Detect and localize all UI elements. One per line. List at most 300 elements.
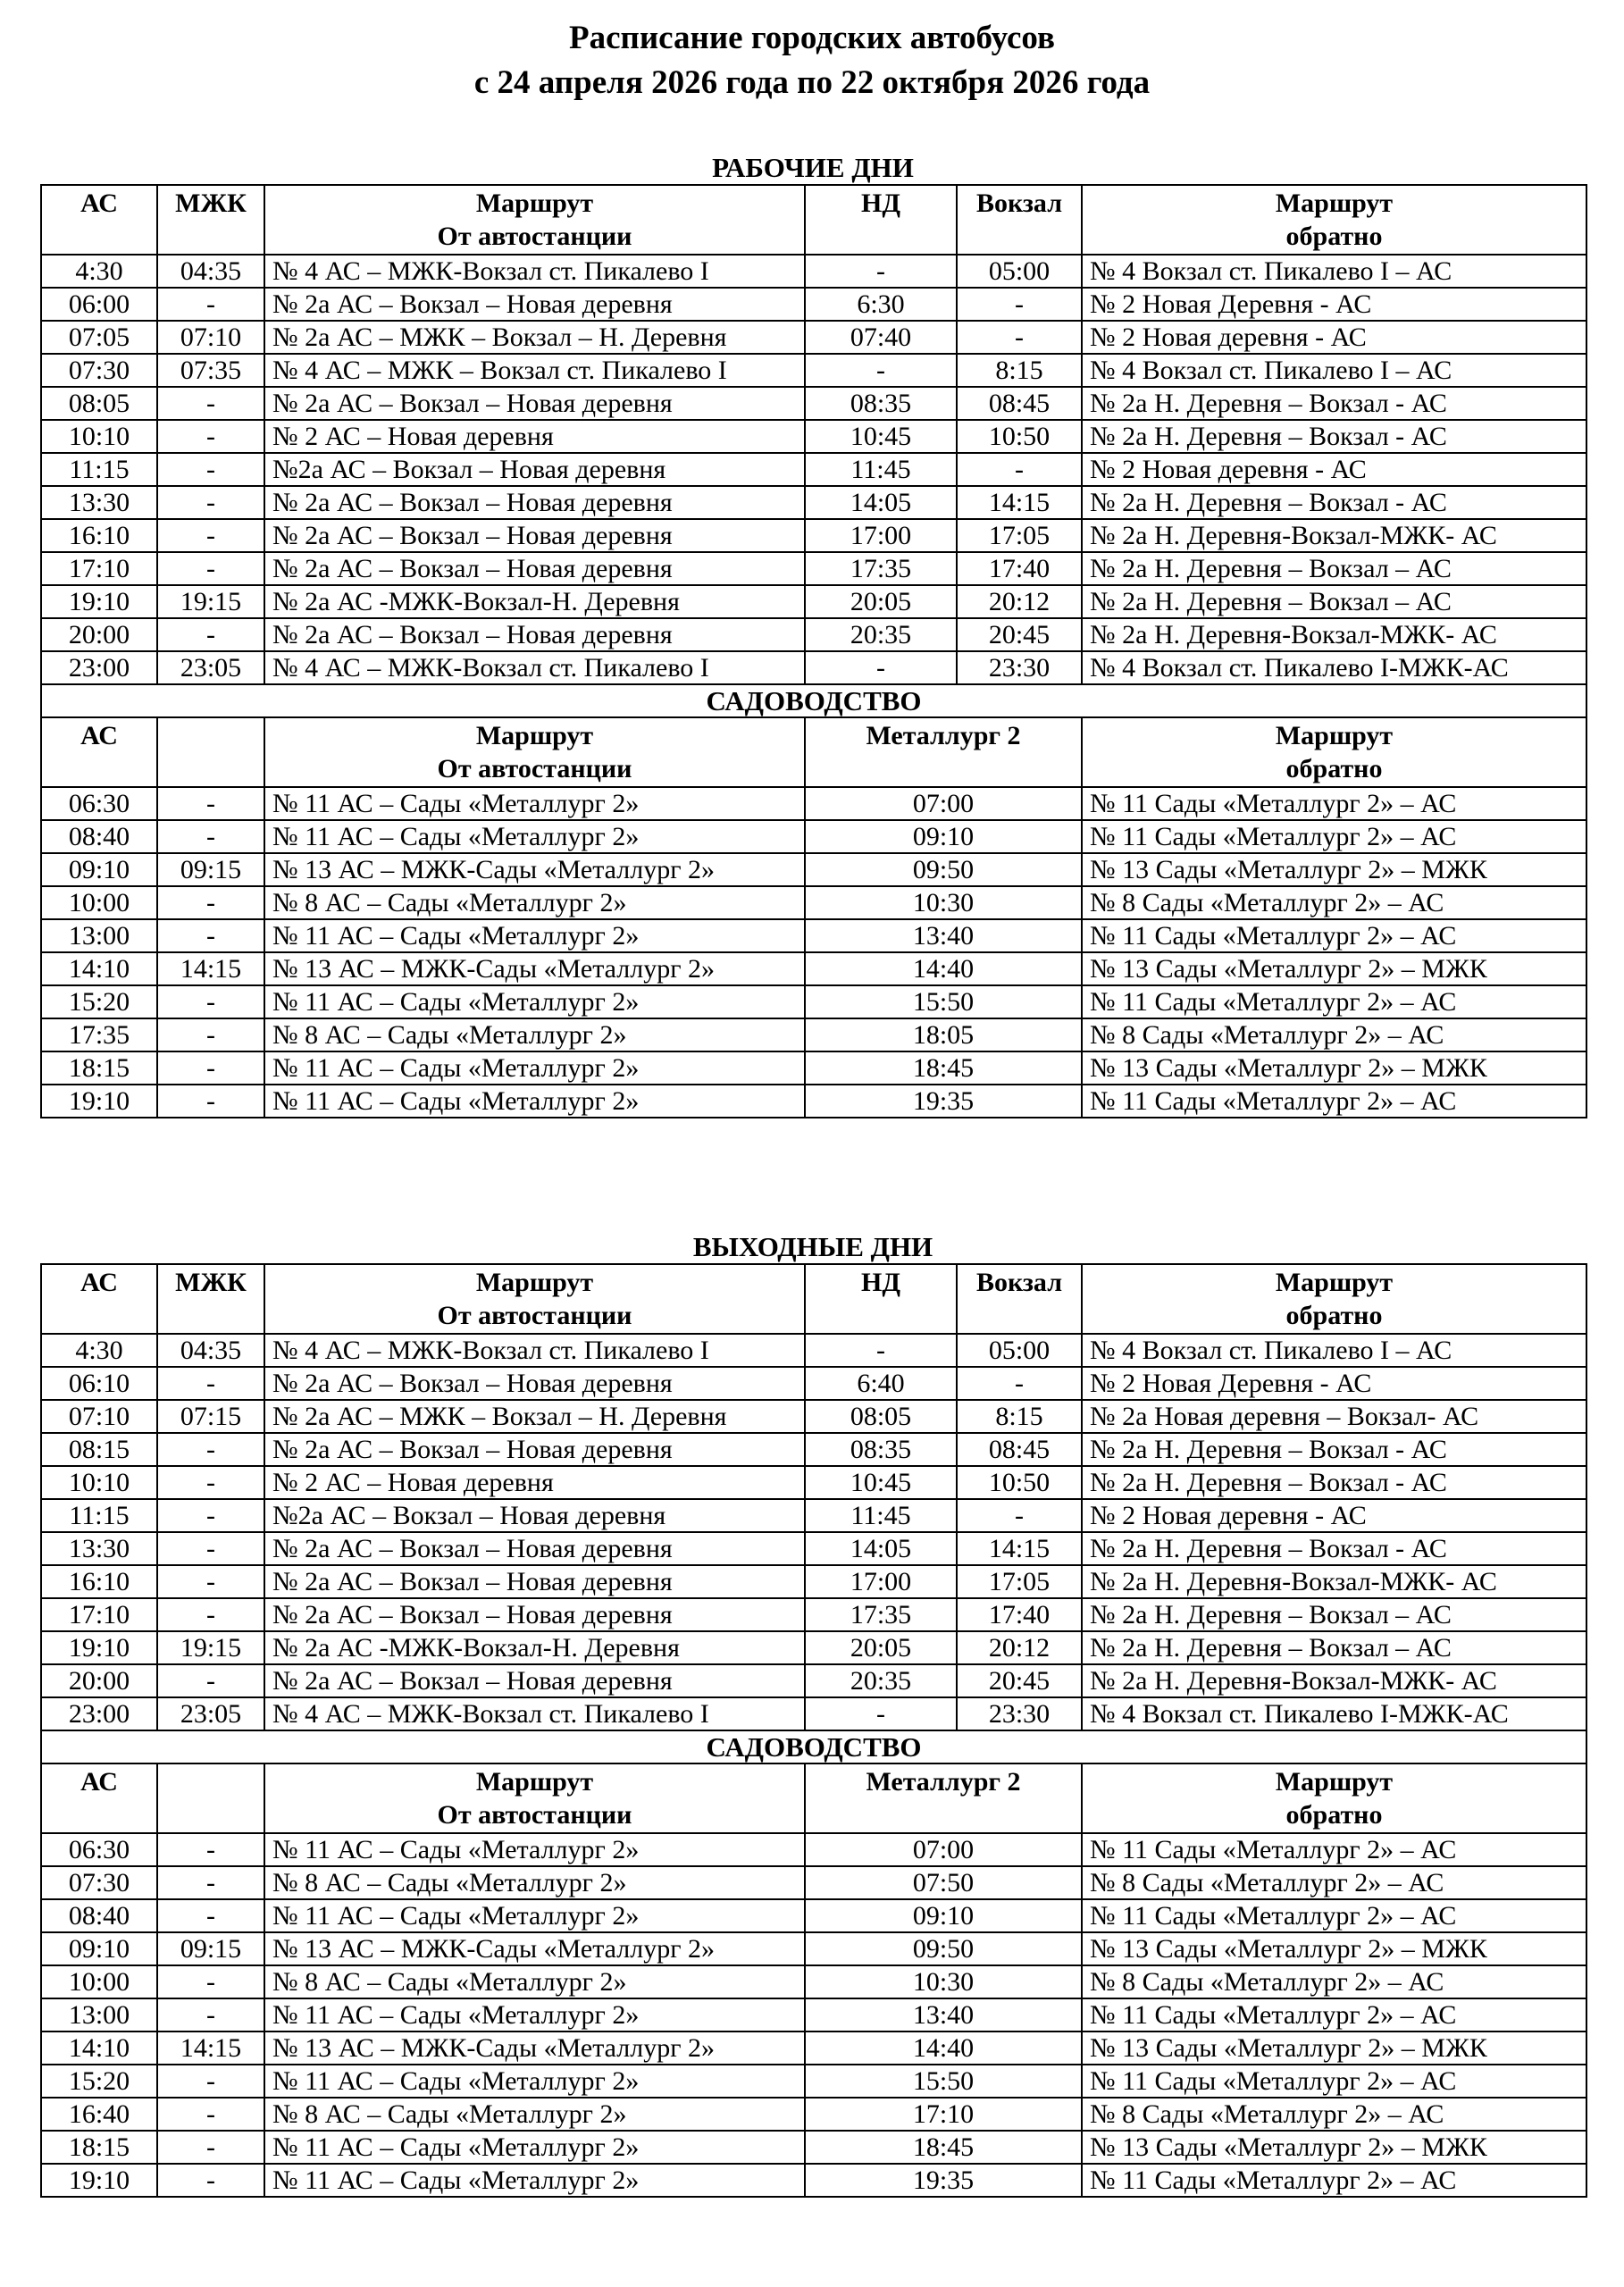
garden-row <box>41 952 1586 985</box>
cell-back: № 11 Сады «Металлург 2» – АС <box>1082 2065 1586 2098</box>
cell-back: № 2а Н. Деревня – Вокзал - АС <box>1082 387 1586 420</box>
cell-nd: 17:35 <box>805 1598 957 1631</box>
cell-back: № 8 Сады «Металлург 2» – АС <box>1082 886 1586 919</box>
cell-back: № 8 Сады «Металлург 2» – АС <box>1082 1018 1586 1051</box>
cell-ac: 06:30 <box>41 787 157 820</box>
cell-ac: 07:05 <box>41 321 157 354</box>
cell-back: № 13 Сады «Металлург 2» – МЖК <box>1082 2031 1586 2065</box>
cell-mzhk: - <box>157 1866 264 1899</box>
cell-route: № 13 АС – МЖК-Сады «Металлург 2» <box>264 952 805 985</box>
cell-ac: 15:20 <box>41 985 157 1018</box>
cell-route: № 2а АС – Вокзал – Новая деревня <box>264 1565 805 1598</box>
garden-row <box>41 1932 1586 1965</box>
cell-ac: 10:00 <box>41 886 157 919</box>
cell-route: № 2а АС – Вокзал – Новая деревня <box>264 1433 805 1466</box>
table-row <box>41 1466 1586 1499</box>
garden-header-back-line-1: Маршрут <box>1275 1767 1394 1797</box>
cell-vokzal: - <box>957 288 1082 321</box>
cell-mzhk: - <box>157 787 264 820</box>
garden-row <box>41 919 1586 952</box>
table-row <box>41 519 1586 552</box>
cell-back: № 2а Н. Деревня – Вокзал – АС <box>1082 552 1586 585</box>
cell-mzhk: 09:15 <box>157 853 264 886</box>
cell-nd: 20:05 <box>805 1631 957 1664</box>
cell-vokzal: 17:40 <box>957 1598 1082 1631</box>
section-title-weekends: ВЫХОДНЫЕ ДНИ <box>692 1231 933 1262</box>
cell-stop: 09:50 <box>805 1932 1082 1965</box>
cell-back: № 13 Сады «Металлург 2» – МЖК <box>1082 853 1586 886</box>
header-route-line-2: От автостанции <box>437 222 632 251</box>
cell-mzhk: 23:05 <box>157 1697 264 1730</box>
cell-vokzal: 17:05 <box>957 519 1082 552</box>
garden-header-row <box>41 717 1586 787</box>
schedule-table-weekends <box>40 1263 1587 2198</box>
cell-back: № 2 Новая деревня - АС <box>1082 321 1586 354</box>
cell-route: № 2а АС – МЖК – Вокзал – Н. Деревня <box>264 1400 805 1433</box>
cell-back: № 2а Н. Деревня-Вокзал-МЖК- АС <box>1082 1565 1586 1598</box>
cell-ac: 17:10 <box>41 552 157 585</box>
table-row <box>41 387 1586 420</box>
cell-stop: 07:00 <box>805 787 1082 820</box>
cell-route: № 11 АС – Сады «Металлург 2» <box>264 1833 805 1866</box>
cell-nd: - <box>805 255 957 288</box>
cell-route: № 11 АС – Сады «Металлург 2» <box>264 820 805 853</box>
cell-mzhk: - <box>157 1664 264 1697</box>
title-line-2: с 24 апреля 2026 года по 22 октября 2026 года <box>473 64 1151 101</box>
cell-mzhk: - <box>157 453 264 486</box>
cell-mzhk: - <box>157 1998 264 2031</box>
cell-mzhk: - <box>157 420 264 453</box>
cell-vokzal: - <box>957 1499 1082 1532</box>
garden-header-ac: АС <box>41 1763 157 1833</box>
cell-ac: 06:30 <box>41 1833 157 1866</box>
table-row <box>41 651 1586 684</box>
table-row <box>41 552 1586 585</box>
cell-ac: 13:30 <box>41 486 157 519</box>
cell-route: № 11 АС – Сады «Металлург 2» <box>264 787 805 820</box>
cell-back: № 4 Вокзал ст. Пикалево I-МЖК-АС <box>1082 651 1586 684</box>
garden-header-back-line-2: обратно <box>1285 1800 1383 1830</box>
cell-ac: 19:10 <box>41 1085 157 1118</box>
cell-mzhk: - <box>157 886 264 919</box>
cell-route: № 2а АС -МЖК-Вокзал-Н. Деревня <box>264 585 805 618</box>
cell-route: № 2 АС – Новая деревня <box>264 420 805 453</box>
cell-route: № 11 АС – Сады «Металлург 2» <box>264 1998 805 2031</box>
cell-back: № 11 Сады «Металлург 2» – АС <box>1082 787 1586 820</box>
cell-nd: 07:40 <box>805 321 957 354</box>
table-row <box>41 1598 1586 1631</box>
cell-ac: 16:10 <box>41 1565 157 1598</box>
cell-ac: 14:10 <box>41 2031 157 2065</box>
cell-back: № 11 Сады «Металлург 2» – АС <box>1082 1833 1586 1866</box>
cell-route: № 2а АС – Вокзал – Новая деревня <box>264 618 805 651</box>
cell-stop: 07:50 <box>805 1866 1082 1899</box>
cell-route: № 13 АС – МЖК-Сады «Металлург 2» <box>264 2031 805 2065</box>
cell-back: № 11 Сады «Металлург 2» – АС <box>1082 2164 1586 2197</box>
cell-ac: 10:00 <box>41 1965 157 1998</box>
cell-route: № 8 АС – Сады «Металлург 2» <box>264 1018 805 1051</box>
cell-nd: 08:35 <box>805 1433 957 1466</box>
cell-vokzal: 08:45 <box>957 387 1082 420</box>
cell-vokzal: 8:15 <box>957 354 1082 387</box>
cell-ac: 08:40 <box>41 820 157 853</box>
table-row <box>41 1565 1586 1598</box>
cell-route: № 2а АС – Вокзал – Новая деревня <box>264 486 805 519</box>
cell-nd: 17:00 <box>805 519 957 552</box>
table-row <box>41 1532 1586 1565</box>
cell-mzhk: - <box>157 519 264 552</box>
cell-mzhk: 14:15 <box>157 2031 264 2065</box>
cell-ac: 13:30 <box>41 1532 157 1565</box>
cell-back: № 2а Н. Деревня – Вокзал - АС <box>1082 420 1586 453</box>
cell-vokzal: 10:50 <box>957 1466 1082 1499</box>
garden-row <box>41 1018 1586 1051</box>
page-title <box>0 16 1624 105</box>
table-row <box>41 1367 1586 1400</box>
cell-vokzal: 17:40 <box>957 552 1082 585</box>
cell-ac: 4:30 <box>41 1334 157 1367</box>
cell-ac: 17:10 <box>41 1598 157 1631</box>
cell-nd: 17:35 <box>805 552 957 585</box>
cell-route: № 8 АС – Сады «Металлург 2» <box>264 886 805 919</box>
cell-mzhk: - <box>157 820 264 853</box>
table-row <box>41 486 1586 519</box>
cell-nd: 10:45 <box>805 420 957 453</box>
cell-mzhk: - <box>157 1499 264 1532</box>
cell-nd: 11:45 <box>805 1499 957 1532</box>
cell-stop: 15:50 <box>805 985 1082 1018</box>
table-row <box>41 288 1586 321</box>
cell-route: № 8 АС – Сады «Металлург 2» <box>264 2098 805 2131</box>
cell-stop: 10:30 <box>805 1965 1082 1998</box>
cell-back: № 2а Н. Деревня – Вокзал – АС <box>1082 1598 1586 1631</box>
cell-mzhk: - <box>157 1532 264 1565</box>
cell-back: № 2а Н. Деревня – Вокзал - АС <box>1082 1433 1586 1466</box>
header-route-line-2: От автостанции <box>437 1301 632 1330</box>
cell-ac: 06:10 <box>41 1367 157 1400</box>
cell-route: № 11 АС – Сады «Металлург 2» <box>264 2131 805 2164</box>
cell-route: № 8 АС – Сады «Металлург 2» <box>264 1866 805 1899</box>
cell-stop: 13:40 <box>805 919 1082 952</box>
cell-route: № 2а АС – Вокзал – Новая деревня <box>264 1598 805 1631</box>
garden-header-route <box>264 717 805 787</box>
cell-mzhk: - <box>157 985 264 1018</box>
garden-header-ac: АС <box>41 717 157 787</box>
cell-route: № 11 АС – Сады «Металлург 2» <box>264 1899 805 1932</box>
table-header-row <box>41 1264 1586 1334</box>
cell-ac: 09:10 <box>41 1932 157 1965</box>
cell-vokzal: 23:30 <box>957 651 1082 684</box>
header-route <box>264 185 805 255</box>
cell-mzhk: 09:15 <box>157 1932 264 1965</box>
cell-mzhk: - <box>157 2065 264 2098</box>
cell-route: № 2а АС – МЖК – Вокзал – Н. Деревня <box>264 321 805 354</box>
garden-row <box>41 2031 1586 2065</box>
cell-back: № 11 Сады «Металлург 2» – АС <box>1082 985 1586 1018</box>
cell-mzhk: - <box>157 919 264 952</box>
cell-mzhk: 04:35 <box>157 1334 264 1367</box>
cell-ac: 09:10 <box>41 853 157 886</box>
garden-title-row <box>41 684 1586 717</box>
garden-header-empty <box>157 1763 264 1833</box>
cell-route: № 4 АС – МЖК-Вокзал ст. Пикалево I <box>264 1697 805 1730</box>
garden-header-route-line-1: Маршрут <box>475 721 594 750</box>
header-vokzal: Вокзал <box>957 1264 1082 1334</box>
cell-stop: 14:40 <box>805 2031 1082 2065</box>
cell-route: № 8 АС – Сады «Металлург 2» <box>264 1965 805 1998</box>
cell-back: № 11 Сады «Металлург 2» – АС <box>1082 1899 1586 1932</box>
cell-route: № 4 АС – МЖК-Вокзал ст. Пикалево I <box>264 651 805 684</box>
header-mzhk: МЖК <box>157 185 264 255</box>
cell-ac: 17:35 <box>41 1018 157 1051</box>
table-row <box>41 1400 1586 1433</box>
cell-stop: 07:00 <box>805 1833 1082 1866</box>
cell-back: № 4 Вокзал ст. Пикалево I-МЖК-АС <box>1082 1697 1586 1730</box>
cell-vokzal: 20:12 <box>957 1631 1082 1664</box>
cell-vokzal: 17:05 <box>957 1565 1082 1598</box>
cell-ac: 11:15 <box>41 1499 157 1532</box>
cell-mzhk: 19:15 <box>157 585 264 618</box>
cell-mzhk: 14:15 <box>157 952 264 985</box>
cell-ac: 19:10 <box>41 1631 157 1664</box>
cell-route: №2а АС – Вокзал – Новая деревня <box>264 453 805 486</box>
table-row <box>41 1664 1586 1697</box>
cell-nd: - <box>805 651 957 684</box>
cell-mzhk: - <box>157 288 264 321</box>
cell-ac: 08:05 <box>41 387 157 420</box>
cell-vokzal: 10:50 <box>957 420 1082 453</box>
cell-stop: 19:35 <box>805 1085 1082 1118</box>
cell-mzhk: - <box>157 1833 264 1866</box>
table-row <box>41 354 1586 387</box>
cell-route: № 11 АС – Сады «Металлург 2» <box>264 1085 805 1118</box>
cell-ac: 19:10 <box>41 585 157 618</box>
cell-back: № 8 Сады «Металлург 2» – АС <box>1082 1866 1586 1899</box>
table-row <box>41 1334 1586 1367</box>
garden-title-row <box>41 1730 1586 1763</box>
section-title-workdays: РАБОЧИЕ ДНИ <box>712 152 914 183</box>
cell-stop: 19:35 <box>805 2164 1082 2197</box>
header-back-line-2: обратно <box>1285 1301 1383 1330</box>
garden-header-stop: Металлург 2 <box>805 1763 1082 1833</box>
cell-nd: - <box>805 1697 957 1730</box>
title-line-1: Расписание городских автобусов <box>569 20 1055 56</box>
cell-stop: 18:45 <box>805 2131 1082 2164</box>
cell-mzhk: - <box>157 2131 264 2164</box>
cell-stop: 13:40 <box>805 1998 1082 2031</box>
cell-ac: 10:10 <box>41 420 157 453</box>
table-row <box>41 1499 1586 1532</box>
garden-header-back <box>1082 1763 1586 1833</box>
garden-header-back-line-2: обратно <box>1285 754 1383 783</box>
cell-back: № 4 Вокзал ст. Пикалево I – АС <box>1082 1334 1586 1367</box>
cell-mzhk: - <box>157 1598 264 1631</box>
cell-ac: 14:10 <box>41 952 157 985</box>
cell-ac: 07:10 <box>41 1400 157 1433</box>
garden-row <box>41 1051 1586 1085</box>
cell-route: № 4 АС – МЖК-Вокзал ст. Пикалево I <box>264 255 805 288</box>
cell-vokzal: 23:30 <box>957 1697 1082 1730</box>
cell-vokzal: - <box>957 321 1082 354</box>
garden-row <box>41 886 1586 919</box>
cell-route: № 4 АС – МЖК – Вокзал ст. Пикалево I <box>264 354 805 387</box>
cell-route: № 2а АС – Вокзал – Новая деревня <box>264 519 805 552</box>
table-row <box>41 585 1586 618</box>
cell-ac: 15:20 <box>41 2065 157 2098</box>
cell-ac: 18:15 <box>41 1051 157 1085</box>
table-row <box>41 453 1586 486</box>
table-row <box>41 255 1586 288</box>
cell-ac: 11:15 <box>41 453 157 486</box>
cell-route: № 4 АС – МЖК-Вокзал ст. Пикалево I <box>264 1334 805 1367</box>
garden-title: САДОВОДСТВО <box>41 1730 1586 1763</box>
cell-back: № 2 Новая Деревня - АС <box>1082 1367 1586 1400</box>
cell-nd: 08:35 <box>805 387 957 420</box>
cell-mzhk: 19:15 <box>157 1631 264 1664</box>
cell-route: № 2а АС – Вокзал – Новая деревня <box>264 387 805 420</box>
header-back-line-1: Маршрут <box>1275 1268 1394 1297</box>
cell-back: № 13 Сады «Металлург 2» – МЖК <box>1082 1932 1586 1965</box>
cell-nd: 17:00 <box>805 1565 957 1598</box>
cell-stop: 09:50 <box>805 853 1082 886</box>
cell-vokzal: 14:15 <box>957 1532 1082 1565</box>
cell-route: № 2а АС – Вокзал – Новая деревня <box>264 552 805 585</box>
cell-back: № 13 Сады «Металлург 2» – МЖК <box>1082 2131 1586 2164</box>
table-row <box>41 618 1586 651</box>
table-row <box>41 1433 1586 1466</box>
garden-header-empty <box>157 717 264 787</box>
cell-nd: - <box>805 354 957 387</box>
cell-stop: 17:10 <box>805 2098 1082 2131</box>
table-row <box>41 1631 1586 1664</box>
header-nd: НД <box>805 1264 957 1334</box>
cell-mzhk: 23:05 <box>157 651 264 684</box>
cell-stop: 18:45 <box>805 1051 1082 1085</box>
cell-route: № 2а АС – Вокзал – Новая деревня <box>264 288 805 321</box>
garden-header-back-line-1: Маршрут <box>1275 721 1394 750</box>
cell-mzhk: - <box>157 1433 264 1466</box>
cell-route: № 13 АС – МЖК-Сады «Металлург 2» <box>264 853 805 886</box>
garden-row <box>41 853 1586 886</box>
garden-header-back <box>1082 717 1586 787</box>
garden-title: САДОВОДСТВО <box>41 684 1586 717</box>
cell-route: № 11 АС – Сады «Металлург 2» <box>264 919 805 952</box>
cell-back: № 2а Н. Деревня – Вокзал - АС <box>1082 1466 1586 1499</box>
header-back <box>1082 185 1586 255</box>
cell-ac: 20:00 <box>41 1664 157 1697</box>
header-route-line-1: Маршрут <box>475 188 594 218</box>
cell-ac: 13:00 <box>41 1998 157 2031</box>
cell-mzhk: 04:35 <box>157 255 264 288</box>
cell-mzhk: - <box>157 2098 264 2131</box>
cell-ac: 16:40 <box>41 2098 157 2131</box>
cell-route: № 11 АС – Сады «Металлург 2» <box>264 2164 805 2197</box>
cell-back: № 2а Н. Деревня-Вокзал-МЖК- АС <box>1082 1664 1586 1697</box>
cell-ac: 4:30 <box>41 255 157 288</box>
cell-nd: 14:05 <box>805 1532 957 1565</box>
cell-back: № 2а Н. Деревня – Вокзал – АС <box>1082 585 1586 618</box>
garden-row <box>41 2164 1586 2197</box>
garden-header-route-line-2: От автостанции <box>437 1800 632 1830</box>
cell-back: № 4 Вокзал ст. Пикалево I – АС <box>1082 354 1586 387</box>
cell-vokzal: 20:12 <box>957 585 1082 618</box>
cell-back: № 13 Сады «Металлург 2» – МЖК <box>1082 1051 1586 1085</box>
cell-back: № 11 Сады «Металлург 2» – АС <box>1082 820 1586 853</box>
cell-ac: 06:00 <box>41 288 157 321</box>
cell-mzhk: - <box>157 618 264 651</box>
cell-route: № 13 АС – МЖК-Сады «Металлург 2» <box>264 1932 805 1965</box>
cell-back: № 2а Н. Деревня – Вокзал - АС <box>1082 486 1586 519</box>
cell-mzhk: - <box>157 1018 264 1051</box>
cell-nd: 6:40 <box>805 1367 957 1400</box>
cell-route: №2а АС – Вокзал – Новая деревня <box>264 1499 805 1532</box>
garden-header-route <box>264 1763 805 1833</box>
cell-nd: - <box>805 1334 957 1367</box>
cell-mzhk: - <box>157 1899 264 1932</box>
cell-vokzal: 05:00 <box>957 255 1082 288</box>
header-vokzal: Вокзал <box>957 185 1082 255</box>
cell-vokzal: - <box>957 453 1082 486</box>
cell-stop: 09:10 <box>805 820 1082 853</box>
cell-route: № 11 АС – Сады «Металлург 2» <box>264 2065 805 2098</box>
header-ac: АС <box>41 1264 157 1334</box>
header-back-line-1: Маршрут <box>1275 188 1394 218</box>
header-back-line-2: обратно <box>1285 222 1383 251</box>
garden-row <box>41 820 1586 853</box>
garden-header-route-line-2: От автостанции <box>437 754 632 783</box>
garden-header-route-line-1: Маршрут <box>475 1767 594 1797</box>
garden-row <box>41 2065 1586 2098</box>
header-nd: НД <box>805 185 957 255</box>
cell-back: № 2 Новая Деревня - АС <box>1082 288 1586 321</box>
cell-nd: 6:30 <box>805 288 957 321</box>
cell-mzhk: 07:15 <box>157 1400 264 1433</box>
cell-ac: 08:40 <box>41 1899 157 1932</box>
cell-vokzal: 20:45 <box>957 1664 1082 1697</box>
table-row <box>41 321 1586 354</box>
cell-route: № 2а АС -МЖК-Вокзал-Н. Деревня <box>264 1631 805 1664</box>
cell-mzhk: - <box>157 552 264 585</box>
cell-back: № 11 Сады «Металлург 2» – АС <box>1082 1998 1586 2031</box>
table-row <box>41 1697 1586 1730</box>
cell-ac: 10:10 <box>41 1466 157 1499</box>
cell-mzhk: - <box>157 1466 264 1499</box>
cell-mzhk: 07:10 <box>157 321 264 354</box>
cell-mzhk: - <box>157 1051 264 1085</box>
header-back <box>1082 1264 1586 1334</box>
cell-route: № 11 АС – Сады «Металлург 2» <box>264 985 805 1018</box>
header-mzhk: МЖК <box>157 1264 264 1334</box>
garden-header-row <box>41 1763 1586 1833</box>
cell-mzhk: - <box>157 387 264 420</box>
cell-back: № 2а Новая деревня – Вокзал- АС <box>1082 1400 1586 1433</box>
garden-row <box>41 1833 1586 1866</box>
cell-back: № 2 Новая деревня - АС <box>1082 453 1586 486</box>
cell-back: № 13 Сады «Металлург 2» – МЖК <box>1082 952 1586 985</box>
garden-row <box>41 1965 1586 1998</box>
cell-stop: 18:05 <box>805 1018 1082 1051</box>
garden-row <box>41 1998 1586 2031</box>
cell-mzhk: - <box>157 1085 264 1118</box>
cell-stop: 15:50 <box>805 2065 1082 2098</box>
cell-vokzal: 8:15 <box>957 1400 1082 1433</box>
cell-nd: 20:05 <box>805 585 957 618</box>
cell-ac: 23:00 <box>41 1697 157 1730</box>
cell-vokzal: 14:15 <box>957 486 1082 519</box>
garden-row <box>41 1866 1586 1899</box>
garden-row <box>41 1085 1586 1118</box>
cell-back: № 2а Н. Деревня-Вокзал-МЖК- АС <box>1082 618 1586 651</box>
